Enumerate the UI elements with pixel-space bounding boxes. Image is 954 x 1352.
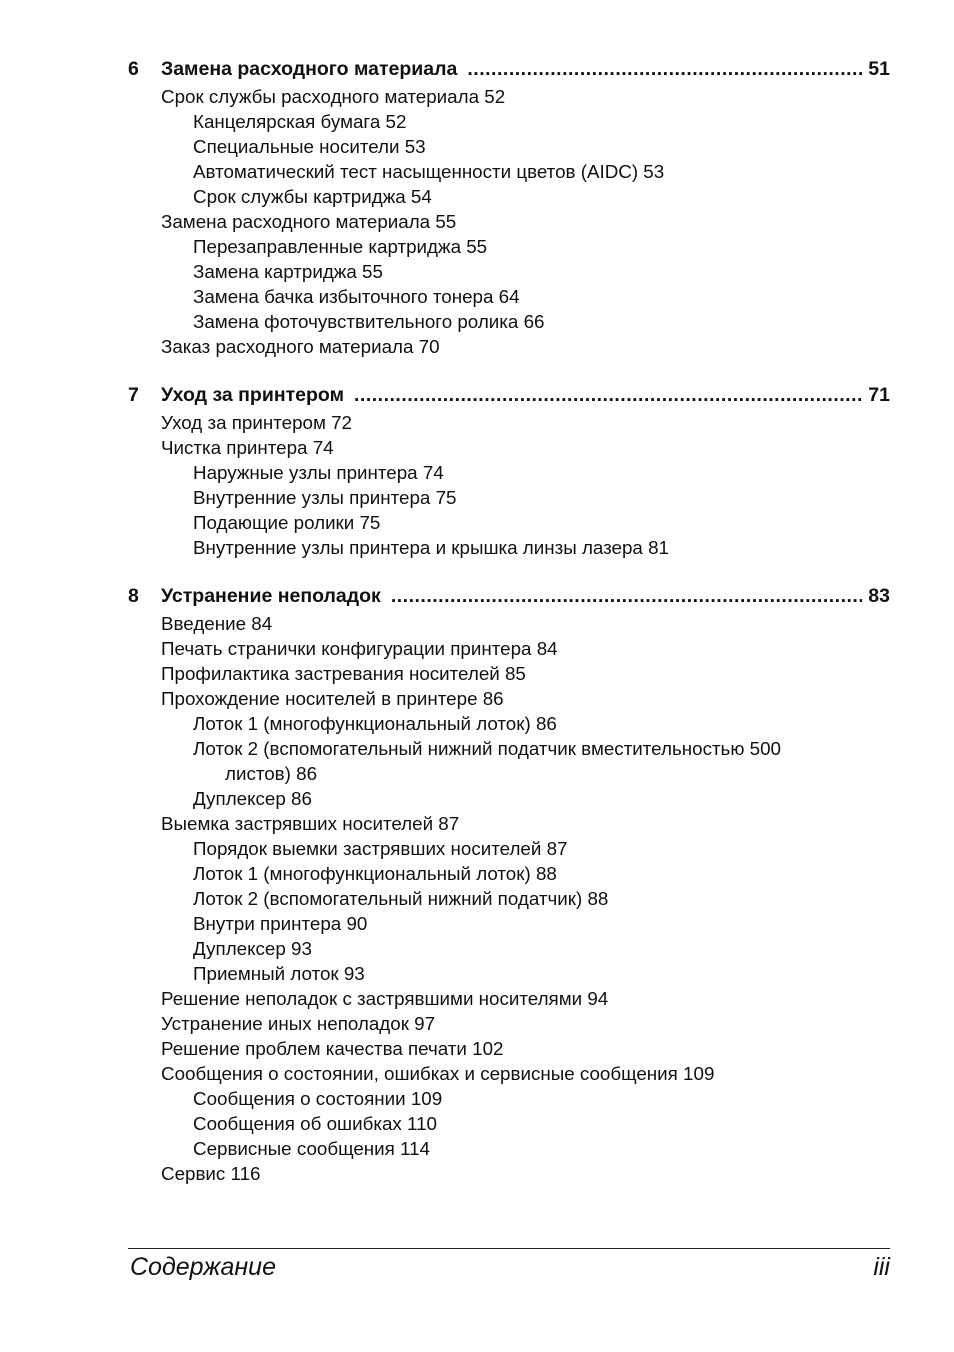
toc-subentry[interactable]: Автоматический тест насыщенности цветов (AIDC) 53: [193, 161, 665, 182]
chapter-section: [128, 585, 890, 1186]
dot-leader: [354, 384, 862, 407]
toc-subentry[interactable]: Внутренние узлы принтера и крышка линзы лазера 81: [193, 537, 669, 558]
toc-subentry[interactable]: Сервисные сообщения 114: [193, 1138, 430, 1159]
chapter-title: Замена расходного материала: [161, 58, 458, 80]
toc-entry[interactable]: Уход за принтером 72: [161, 412, 352, 433]
toc-entry[interactable]: Сообщения о состоянии, ошибках и сервисные сообщения 109: [161, 1063, 715, 1084]
chapter-page-number: 51: [868, 58, 890, 80]
toc-entry[interactable]: Решение проблем качества печати 102: [161, 1038, 504, 1059]
toc-subentry[interactable]: Лоток 1 (многофункциональный лоток) 86: [193, 713, 557, 734]
toc-entry[interactable]: Заказ расходного материала 70: [161, 336, 440, 357]
chapter-heading[interactable]: [128, 58, 890, 84]
chapter-section: [128, 58, 890, 359]
toc-subentry[interactable]: Замена картриджа 55: [193, 261, 383, 282]
toc-subentry[interactable]: Сообщения об ошибках 110: [193, 1113, 437, 1134]
toc-entry[interactable]: Сервис 116: [161, 1163, 261, 1184]
toc-subentry[interactable]: Лоток 2 (вспомогательный нижний податчик вместительностью 500: [193, 738, 781, 759]
chapter-heading[interactable]: [128, 384, 890, 410]
dot-leader: [391, 585, 862, 608]
toc-subentry[interactable]: Порядок выемки застрявших носителей 87: [193, 838, 568, 859]
toc-subentry[interactable]: Перезаправленные картриджа 55: [193, 236, 488, 257]
chapter-page-number: 71: [868, 384, 890, 406]
chapter-number: 8: [128, 585, 139, 607]
chapter-title: Устранение неполадок: [161, 585, 381, 607]
toc-entry[interactable]: Устранение иных неполадок 97: [161, 1013, 436, 1034]
table-of-contents: [128, 58, 890, 1211]
toc-subentry[interactable]: Срок службы картриджа 54: [193, 186, 432, 207]
footer-page-number: iii: [873, 1253, 890, 1281]
toc-entry[interactable]: Профилактика застревания носителей 85: [161, 663, 526, 684]
toc-subentry[interactable]: Дуплексер 86: [193, 788, 312, 809]
toc-entry[interactable]: Срок службы расходного материала 52: [161, 86, 506, 107]
toc-entry[interactable]: Замена расходного материала 55: [161, 211, 457, 232]
toc-subentry[interactable]: Замена бачка избыточного тонера 64: [193, 286, 520, 307]
toc-entry[interactable]: Решение неполадок с застрявшими носителями 94: [161, 988, 609, 1009]
toc-subentry[interactable]: Замена фоточувствительного ролика 66: [193, 311, 545, 332]
toc-subentry[interactable]: Канцелярская бумага 52: [193, 111, 407, 132]
toc-subentry[interactable]: Приемный лоток 93: [193, 963, 365, 984]
toc-entry[interactable]: Выемка застрявших носителей 87: [161, 813, 460, 834]
toc-entry[interactable]: Введение 84: [161, 613, 273, 634]
chapter-number: 6: [128, 58, 139, 80]
dot-leader: [467, 58, 862, 81]
chapter-section: [128, 384, 890, 560]
toc-subentry[interactable]: Внутри принтера 90: [193, 913, 368, 934]
chapter-heading[interactable]: [128, 585, 890, 611]
toc-subentry[interactable]: Наружные узлы принтера 74: [193, 462, 444, 483]
toc-entry[interactable]: Прохождение носителей в принтере 86: [161, 688, 504, 709]
toc-subentry[interactable]: Сообщения о состоянии 109: [193, 1088, 443, 1109]
footer-rule: [128, 1248, 890, 1249]
toc-subentry[interactable]: Подающие ролики 75: [193, 512, 381, 533]
chapter-number: 7: [128, 384, 139, 406]
toc-subentry[interactable]: Дуплексер 93: [193, 938, 312, 959]
chapter-page-number: 83: [868, 585, 890, 607]
toc-entry[interactable]: Чистка принтера 74: [161, 437, 334, 458]
toc-subentry[interactable]: Лоток 2 (вспомогательный нижний податчик) 88: [193, 888, 609, 909]
toc-subentry[interactable]: Внутренние узлы принтера 75: [193, 487, 457, 508]
toc-entry[interactable]: Печать странички конфигурации принтера 84: [161, 638, 558, 659]
chapter-title: Уход за принтером: [161, 384, 344, 406]
toc-subentry[interactable]: Лоток 1 (многофункциональный лоток) 88: [193, 863, 557, 884]
toc-subentry[interactable]: листов) 86: [225, 763, 318, 784]
footer-section-title: Содержание: [130, 1253, 276, 1281]
toc-subentry[interactable]: Специальные носители 53: [193, 136, 426, 157]
